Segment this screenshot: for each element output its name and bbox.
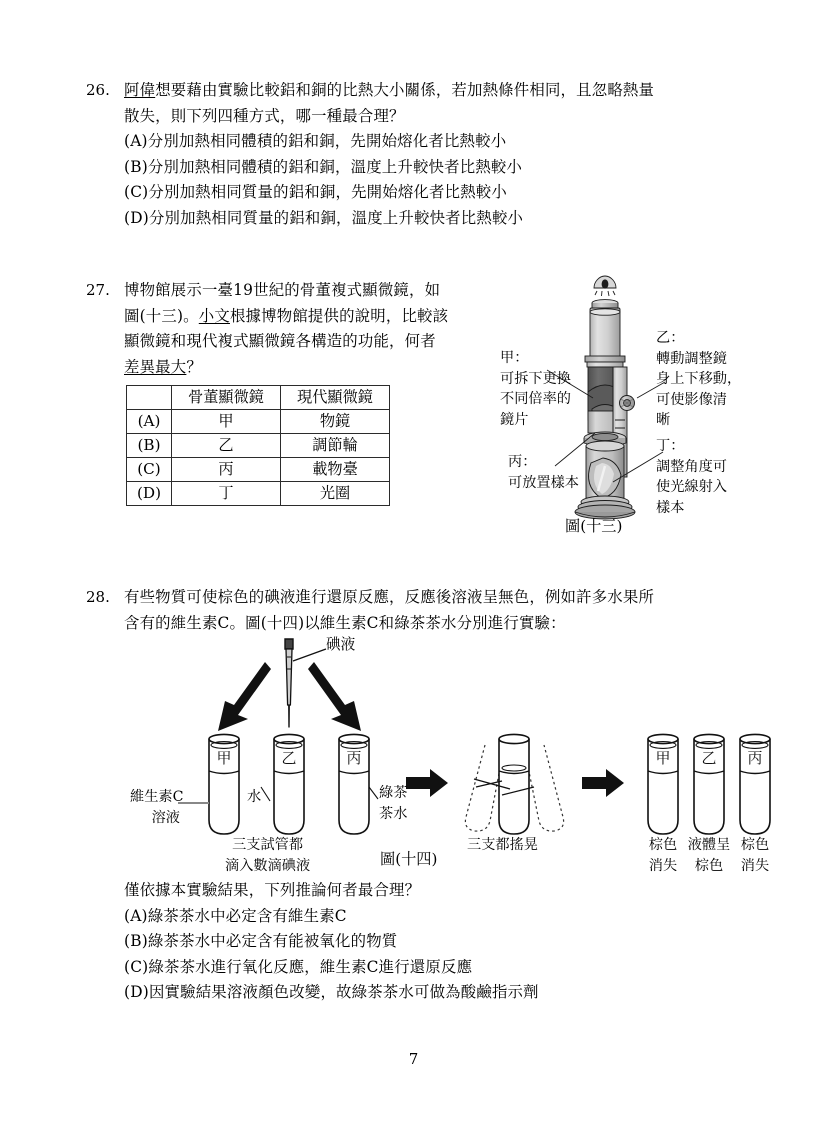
student-name-awei: 阿偉 xyxy=(124,81,156,99)
question-26-stem-rest-1: 想要藉由實驗比較鋁和銅的比熱大小關係，若加熱條件相同，且忽略熱量 xyxy=(155,81,655,99)
row-d-modern: 光圈 xyxy=(281,482,390,506)
row-c-modern: 載物臺 xyxy=(281,458,390,482)
row-c-label: (C) xyxy=(127,458,172,482)
tube-label-bing-after: 丙 xyxy=(747,749,763,767)
stage3-result-yi-line-2: 棕色 xyxy=(694,857,724,874)
stage1-caption-line-1: 三支試管都 xyxy=(232,837,304,853)
row-c-antique: 丙 xyxy=(172,458,281,482)
annotation-jia-line-1: 甲： xyxy=(500,350,529,366)
stage1-caption xyxy=(225,835,310,876)
question-27-number: 27. xyxy=(86,281,110,299)
annotation-jia-line-4: 鏡片 xyxy=(500,411,529,428)
question-28-tail-body xyxy=(124,878,746,1006)
question-26-option-c[interactable]: (C)分別加熱相同質量的鋁和銅，先開始熔化者比熱較小 xyxy=(124,183,507,201)
annotation-ding-line-3: 使光線射入 xyxy=(656,479,727,495)
question-26 xyxy=(86,78,746,231)
table-header-blank xyxy=(127,386,172,410)
annotation-yi-line-4: 可使影像清 xyxy=(656,391,727,408)
question-28-option-b[interactable]: (B)綠茶茶水中必定含有能被氧化的物質 xyxy=(124,932,398,950)
tube-label-yi-before: 乙 xyxy=(281,749,297,767)
stage1-left-label-line-2: 溶液 xyxy=(151,809,180,826)
tube-label-yi-after: 乙 xyxy=(701,749,717,767)
annotation-jia xyxy=(500,348,571,430)
row-a-label: (A) xyxy=(127,410,172,434)
stage3-result-yi-line-1: 液體呈 xyxy=(687,837,731,853)
table-row[interactable] xyxy=(127,458,390,482)
tube-label-bing-before: 丙 xyxy=(346,749,362,767)
figure-14-experiment xyxy=(130,635,770,874)
stage3-result-jia-line-1: 棕色 xyxy=(648,837,678,853)
table-header-row xyxy=(127,386,390,410)
question-27-stem-line-3: 顯微鏡和現代複式顯微鏡各構造的功能，何者 xyxy=(124,332,436,350)
stage2-caption: 三支都搖晃 xyxy=(467,837,538,853)
row-b-antique: 乙 xyxy=(172,434,281,458)
question-26-number: 26. xyxy=(86,81,110,99)
stage3-result-bing xyxy=(726,835,784,876)
row-d-label: (D) xyxy=(127,482,172,506)
process-arrow-2 xyxy=(582,769,624,797)
question-26-option-d[interactable]: (D)分別加熱相同質量的鋁和銅，溫度上升較快者比熱較小 xyxy=(124,208,524,227)
question-26-option-b[interactable]: (B)分別加熱相同體積的鋁和銅，溫度上升較快者比熱較小 xyxy=(124,157,523,176)
annotation-jia-line-2: 可拆下更換 xyxy=(500,370,571,387)
annotation-jia-line-3: 不同倍率的 xyxy=(500,391,571,407)
annotation-yi-line-2: 轉動調整鏡 xyxy=(656,350,727,367)
draw-tube-rim xyxy=(590,309,620,315)
annotation-ding-line-4: 樣本 xyxy=(656,499,685,516)
question-28-question-line: 僅依據本實驗結果，下列推論何者最合理？ xyxy=(124,881,421,899)
question-27-stem-line-4 xyxy=(124,355,466,381)
question-28-options-block xyxy=(86,878,746,1006)
dropper-pipette xyxy=(285,639,293,727)
table-header-modern: 現代顯微鏡 xyxy=(281,386,390,410)
question-28-number: 28. xyxy=(86,588,110,606)
question-27-stem-line-1: 博物館展示一臺19世紀的骨董複式顯微鏡，如 xyxy=(124,281,441,299)
annotation-yi-line-3: 身上下移動， xyxy=(656,371,742,387)
question-28-option-c[interactable]: (C)綠茶茶水進行氧化反應，維生素C進行還原反應 xyxy=(124,957,473,976)
annotation-yi-line-1: 乙： xyxy=(656,330,685,346)
figure-13-caption: 圖(十三) xyxy=(565,517,623,535)
row-d-antique: 丁 xyxy=(172,482,281,506)
student-name-xiaowen: 小文 xyxy=(198,306,230,325)
question-27-stem-qmark: ？ xyxy=(186,357,202,376)
collar-ring xyxy=(585,356,625,367)
stage1-right-label-line-2: 茶水 xyxy=(379,805,408,822)
stage3-result-bing-line-1: 棕色 xyxy=(740,837,770,853)
row-b-modern: 調節輪 xyxy=(281,434,390,458)
stage3-result-bing-line-2: 消失 xyxy=(740,857,770,874)
table-row[interactable] xyxy=(127,434,390,458)
question-27-stem-post-2: 根據博物館提供的說明，比較該 xyxy=(229,306,449,325)
stage1-caption-line-2: 滴入數滴碘液 xyxy=(225,857,311,874)
question-26-stem-line-2: 散失，則下列四種方式，哪一種最合理？ xyxy=(124,106,405,125)
annotation-bing xyxy=(508,452,579,493)
annotation-yi xyxy=(656,328,741,431)
microscope-body xyxy=(575,276,635,519)
draw-tube xyxy=(590,312,620,358)
annotation-ding-line-2: 調整角度可 xyxy=(656,458,727,475)
tube-label-jia-after: 甲 xyxy=(655,749,671,767)
table-row[interactable] xyxy=(127,482,390,506)
figure-14-caption: 圖(十四) xyxy=(380,850,438,868)
page-number: 7 xyxy=(408,1050,419,1068)
question-28-option-a[interactable]: (A)綠茶茶水中必定含有維生素C xyxy=(124,906,347,925)
question-28-option-d[interactable]: (D)因實驗結果溶液顏色改變，故綠茶茶水可做為酸鹼指示劑 xyxy=(124,983,539,1001)
stage1-right-label xyxy=(379,783,407,824)
question-28-body xyxy=(124,585,746,636)
eye-icon xyxy=(594,276,616,296)
question-28 xyxy=(86,585,746,636)
question-26-option-a[interactable]: (A)分別加熱相同體積的鋁和銅，先開始熔化者比熱較小 xyxy=(124,132,507,150)
question-28-stem-line-2: 含有的維生素C。圖(十四)以維生素C和綠茶茶水分別進行實驗： xyxy=(124,613,566,632)
question-27-options-table xyxy=(126,385,390,506)
stage2-shaking xyxy=(465,734,563,834)
stage3-result-jia-line-2: 消失 xyxy=(648,857,678,874)
annotation-bing-line-1: 丙： xyxy=(508,454,537,470)
annotation-ding-line-1: 丁： xyxy=(656,438,685,454)
annotation-ding xyxy=(656,436,727,518)
row-a-antique: 甲 xyxy=(172,410,281,434)
stage1-right-label-line-1: 綠茶 xyxy=(379,785,408,801)
row-a-modern: 物鏡 xyxy=(281,410,390,434)
focus-knob-yi[interactable] xyxy=(620,396,635,411)
stage1-left-label xyxy=(130,787,184,828)
question-26-body xyxy=(124,78,746,231)
table-row[interactable] xyxy=(127,410,390,434)
question-27-stem-line-2 xyxy=(124,304,466,330)
annotation-bing-line-2: 可放置樣本 xyxy=(508,474,579,491)
question-27 xyxy=(86,278,466,506)
tube-label-jia-before: 甲 xyxy=(216,749,232,767)
dropper-label: 碘液 xyxy=(326,636,356,653)
stage1-mid-label: 水 xyxy=(247,789,262,805)
table-header-antique: 骨董顯微鏡 xyxy=(172,386,281,410)
annotation-yi-line-5: 晰 xyxy=(656,412,671,428)
row-b-label: (B) xyxy=(127,434,172,458)
question-27-body xyxy=(124,278,466,506)
question-26-stem-line-1 xyxy=(124,78,746,104)
question-28-stem-line-1: 有些物質可使棕色的碘液進行還原反應，反應後溶液呈無色，例如許多水果所 xyxy=(124,588,655,606)
dropper-leader-line xyxy=(293,649,326,661)
emphasis-biggest-difference: 差異最大 xyxy=(124,357,187,376)
question-27-stem-pre-2: 圖(十三)。 xyxy=(124,306,199,325)
process-arrow-1 xyxy=(406,769,448,797)
stage1-left-label-line-1: 維生素C xyxy=(130,789,184,805)
